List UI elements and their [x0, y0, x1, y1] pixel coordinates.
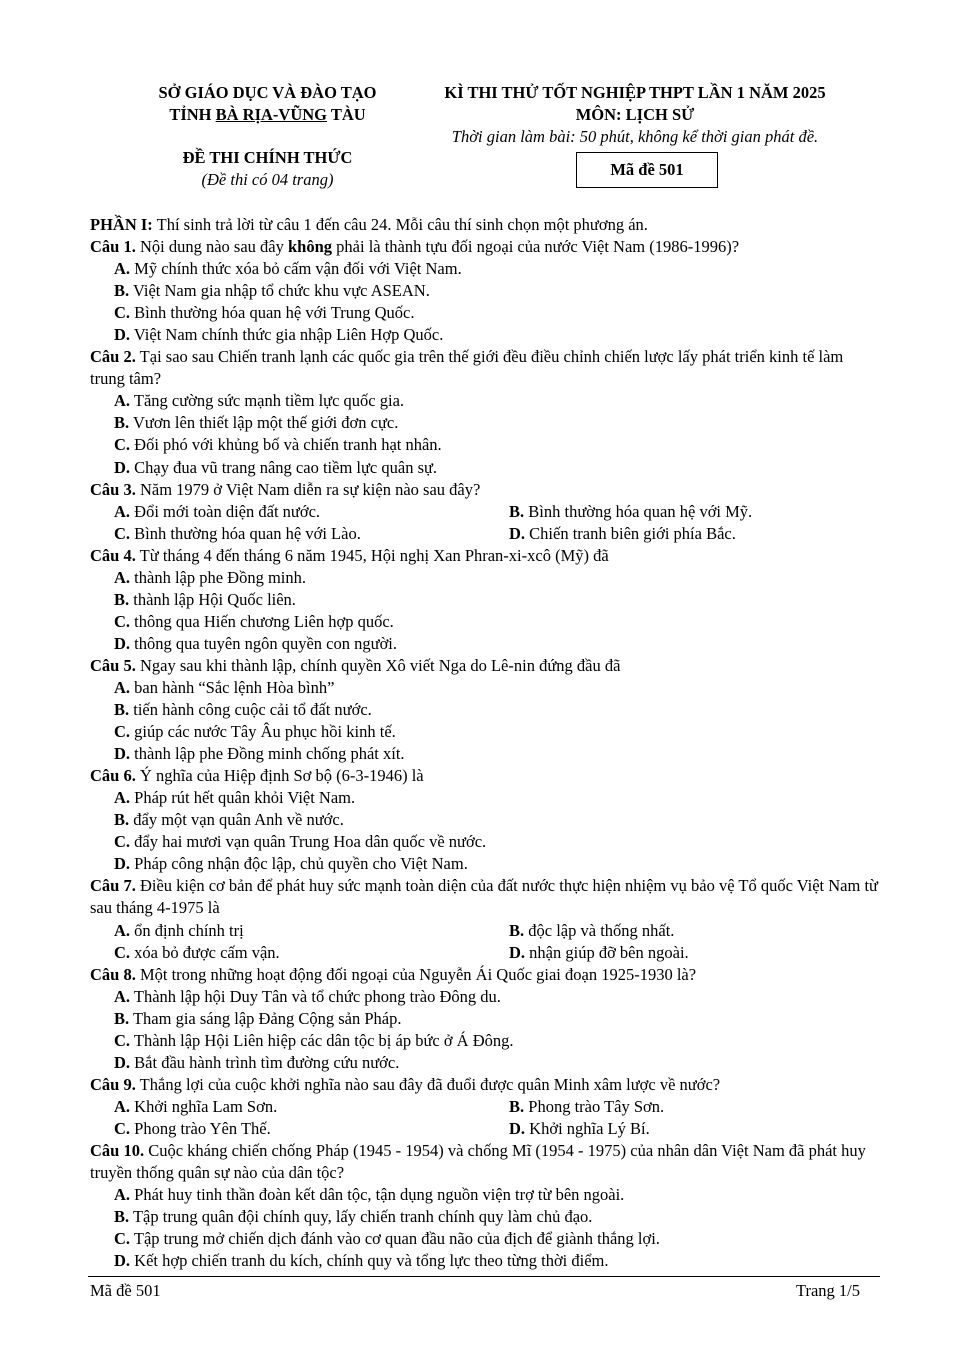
- q1-option-b: B. Việt Nam gia nhập tổ chức khu vực ASEAN.: [114, 281, 430, 301]
- q3-option-c: C. Bình thường hóa quan hệ với Lào.: [114, 523, 361, 543]
- question-10: Câu 10. Cuộc kháng chiến chống Pháp (1945 - 1954) và chống Mĩ (1954 - 1975) của nhân dân Việt Nam đã phát huy truyền thống quân sự nào của dân tộc?: [90, 1140, 866, 1183]
- q5-option-b: B. tiến hành công cuộc cải tổ đất nước.: [114, 700, 372, 720]
- q9-options-row-1: [90, 1096, 880, 1118]
- q4-option-b: B. thành lập Hội Quốc liên.: [114, 589, 296, 609]
- q2-option-c: C. Đối phó với khủng bố và chiến tranh hạt nhân.: [114, 435, 442, 455]
- q5-option-c: C. giúp các nước Tây Âu phục hồi kinh tế.: [114, 722, 396, 742]
- q10-option-d: D. Kết hợp chiến tranh du kích, chính quy và tổng lực theo từng thời điểm.: [114, 1251, 609, 1271]
- q1-option-c: C. Bình thường hóa quan hệ với Trung Quốc.: [114, 303, 415, 323]
- q8-option-b: B. Tham gia sáng lập Đảng Cộng sản Pháp.: [114, 1008, 402, 1028]
- question-1: Câu 1. Nội dung nào sau đây không phải là thành tựu đối ngoại của nước Việt Nam (1986-1996)?: [90, 237, 740, 257]
- q10-option-c: C. Tập trung mở chiến dịch đánh vào cơ quan đầu não của địch để giành thắng lợi.: [114, 1229, 660, 1249]
- question-9: Câu 9. Thắng lợi của cuộc khởi nghĩa nào sau đây đã đuổi được quân Minh xâm lược về nước?: [90, 1074, 721, 1094]
- q3-option-a: A. Đổi mới toàn diện đất nước.: [114, 501, 321, 521]
- q7-option-d: D. nhận giúp đỡ bên ngoài.: [509, 942, 689, 962]
- q9-option-a: A. Khởi nghĩa Lam Sơn.: [114, 1096, 278, 1116]
- official-exam-label: ĐỀ THI CHÍNH THỨC: [182, 148, 353, 167]
- q9-option-d: D. Khởi nghĩa Lý Bí.: [509, 1118, 650, 1138]
- q4-option-c: C. thông qua Hiến chương Liên hợp quốc.: [114, 611, 394, 631]
- q3-option-d: D. Chiến tranh biên giới phía Bắc.: [509, 523, 736, 543]
- question-2: Câu 2. Tại sao sau Chiến tranh lạnh các quốc gia trên thế giới đều điều chỉnh chiến lược lấy phát triển kinh tế làm trung tâm?: [90, 347, 844, 389]
- q2-option-b: B. Vươn lên thiết lập một thế giới đơn cực.: [114, 413, 399, 433]
- q5-option-d: D. thành lập phe Đồng minh chống phát xít.: [114, 744, 405, 764]
- question-5: Câu 5. Ngay sau khi thành lập, chính quyền Xô viết Nga do Lê-nin đứng đầu đã: [90, 655, 621, 675]
- footer-exam-code: Mã đề 501: [90, 1281, 161, 1300]
- q7-option-c: C. xóa bỏ được cấm vận.: [114, 942, 280, 962]
- q8-option-a: A. Thành lập hội Duy Tân và tổ chức phong trào Đông du.: [114, 986, 501, 1006]
- question-8: Câu 8. Một trong những hoạt động đối ngoại của Nguyễn Ái Quốc giai đoạn 1925-1930 là?: [90, 964, 697, 984]
- q4-option-d: D. thông qua tuyên ngôn quyền con người.: [114, 633, 398, 653]
- q9-options-row-2: [90, 1118, 880, 1140]
- q7-option-b: B. độc lập và thống nhất.: [509, 920, 675, 940]
- q5-option-a: A. ban hành “Sắc lệnh Hòa bình”: [114, 677, 335, 697]
- q4-option-a: A. thành lập phe Đồng minh.: [114, 567, 307, 587]
- q8-option-d: D. Bắt đầu hành trình tìm đường cứu nước.: [114, 1052, 400, 1072]
- question-3: Câu 3. Năm 1979 ở Việt Nam diễn ra sự kiện nào sau đây?: [90, 479, 481, 499]
- exam-header: [0, 80, 953, 200]
- q3-options-row-1: [90, 501, 880, 523]
- q9-option-c: C. Phong trào Yên Thế.: [114, 1118, 271, 1138]
- q6-option-b: B. đẩy một vạn quân Anh về nước.: [114, 810, 344, 830]
- q1-option-d: D. Việt Nam chính thức gia nhập Liên Hợp Quốc.: [114, 325, 444, 345]
- exam-code-box: Mã đề 501: [576, 152, 718, 188]
- q10-option-b: B. Tập trung quân đội chính quy, lấy chiến tranh chính quy làm chủ đạo.: [114, 1207, 593, 1227]
- q8-option-c: C. Thành lập Hội Liên hiệp các dân tộc bị áp bức ở Á Đông.: [114, 1030, 514, 1050]
- q2-option-d: D. Chạy đua vũ trang nâng cao tiềm lực quân sự.: [114, 457, 438, 477]
- department-line-2: TỈNH BÀ RỊA-VŨNG TÀU: [169, 105, 366, 124]
- time-note: Thời gian làm bài: 50 phút, không kể thời gian phát đề.: [451, 127, 819, 146]
- q7-option-a: A. ổn định chính trị: [114, 920, 244, 940]
- q10-option-a: A. Phát huy tinh thần đoàn kết dân tộc, tận dụng nguồn viện trợ từ bên ngoài.: [114, 1185, 625, 1205]
- q3-options-row-2: [90, 523, 880, 545]
- q7-options-row-1: [90, 920, 880, 942]
- part-1-instruction: PHẦN I: Thí sinh trả lời từ câu 1 đến câu 24. Mỗi câu thí sinh chọn một phương án.: [90, 215, 648, 234]
- q7-options-row-2: [90, 942, 880, 964]
- pages-note: (Đề thi có 04 trang): [201, 170, 334, 189]
- q9-option-b: B. Phong trào Tây Sơn.: [509, 1096, 665, 1116]
- q6-option-d: D. Pháp công nhận độc lập, chủ quyền cho Việt Nam.: [114, 854, 468, 874]
- department-line-1: SỞ GIÁO DỤC VÀ ĐÀO TẠO: [158, 83, 377, 102]
- q2-option-a: A. Tăng cường sức mạnh tiềm lực quốc gia.: [114, 391, 405, 411]
- province-name-underlined: BÀ RỊA-VŨNG: [215, 105, 327, 124]
- footer-page-number: Trang 1/5: [795, 1281, 860, 1300]
- subject-label: MÔN: LỊCH SỬ: [575, 105, 695, 124]
- q3-option-b: B. Bình thường hóa quan hệ với Mỹ.: [509, 501, 753, 521]
- exam-content: [90, 214, 880, 1272]
- question-6: Câu 6. Ý nghĩa của Hiệp định Sơ bộ (6-3-1946) là: [90, 766, 424, 786]
- q6-option-c: C. đẩy hai mươi vạn quân Trung Hoa dân quốc về nước.: [114, 832, 487, 852]
- q6-option-a: A. Pháp rút hết quân khỏi Việt Nam.: [114, 788, 356, 808]
- exam-title: KÌ THI THỬ TỐT NGHIỆP THPT LẦN 1 NĂM 2025: [444, 83, 826, 102]
- question-4: Câu 4. Từ tháng 4 đến tháng 6 năm 1945, Hội nghị Xan Phran-xi-xcô (Mỹ) đã: [90, 545, 609, 565]
- q1-option-a: A. Mỹ chính thức xóa bỏ cấm vận đối với Việt Nam.: [114, 259, 462, 279]
- question-7: Câu 7. Điều kiện cơ bản để phát huy sức mạnh toàn diện của đất nước thực hiện nhiệm vụ bảo vệ Tổ quốc Việt Nam từ sau tháng 4-1975 là: [90, 876, 878, 918]
- footer-divider: [88, 1276, 880, 1277]
